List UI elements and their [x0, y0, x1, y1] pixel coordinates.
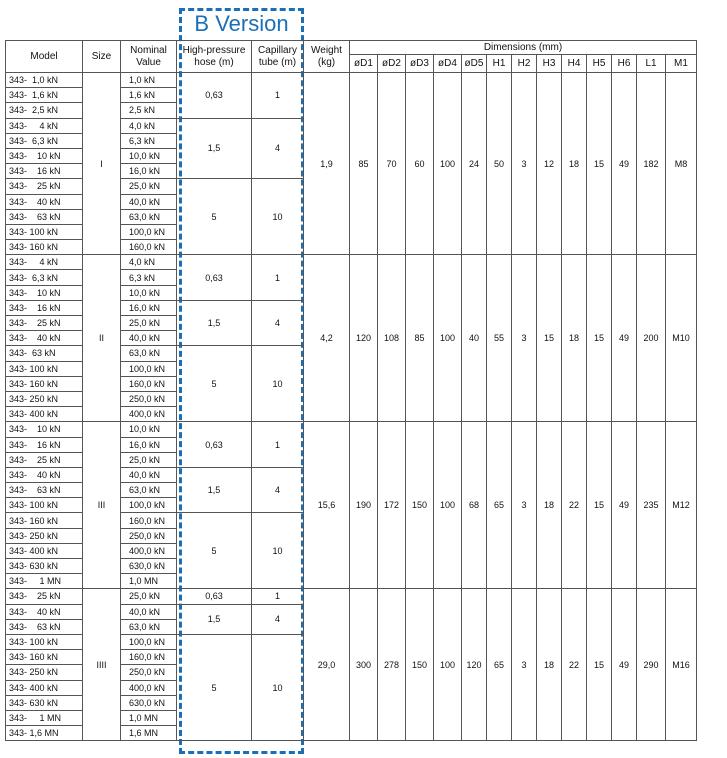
weight-cell: 15,6	[304, 422, 350, 589]
dimension-cell: 15	[587, 589, 612, 741]
model-cell: 343- 4 kN	[6, 255, 83, 270]
model-cell: 343- 1,6 kN	[6, 88, 83, 103]
hose-length-cell: 5	[177, 179, 252, 255]
dimension-cell: 182	[637, 73, 666, 255]
table-row	[6, 255, 697, 270]
model-cell: 343- 16 kN	[6, 437, 83, 452]
header-dim-4: øD5	[462, 55, 487, 73]
dimension-cell: 24	[462, 73, 487, 255]
dimension-cell: 300	[350, 589, 378, 741]
model-cell: 343- 160 kN	[6, 513, 83, 528]
nominal-value-cell: 400,0 kN	[121, 407, 177, 422]
nominal-value-cell: 100,0 kN	[121, 634, 177, 649]
nominal-value-cell: 1,0 MN	[121, 710, 177, 725]
nominal-value-cell: 400,0 kN	[121, 543, 177, 558]
header-dim-12: M1	[666, 55, 697, 73]
header-size: Size	[83, 41, 121, 73]
nominal-value-cell: 250,0 kN	[121, 391, 177, 406]
nominal-value-cell: 25,0 kN	[121, 589, 177, 604]
dimension-cell: 68	[462, 422, 487, 589]
nominal-value-cell: 63,0 kN	[121, 619, 177, 634]
dimension-cell: M8	[666, 73, 697, 255]
dimension-cell: 100	[434, 422, 462, 589]
model-cell: 343- 1,0 kN	[6, 73, 83, 88]
nominal-value-cell: 16,0 kN	[121, 164, 177, 179]
dimension-cell: 290	[637, 589, 666, 741]
dimension-cell: 15	[537, 255, 562, 422]
header-dim-5: H1	[487, 55, 512, 73]
model-cell: 343- 10 kN	[6, 422, 83, 437]
dimension-cell: 100	[434, 589, 462, 741]
nominal-value-cell: 160,0 kN	[121, 240, 177, 255]
nominal-value-cell: 160,0 kN	[121, 650, 177, 665]
hose-length-cell: 1,5	[177, 467, 252, 513]
dimension-cell: 278	[378, 589, 406, 741]
dimension-cell: 200	[637, 255, 666, 422]
hose-length-cell: 5	[177, 513, 252, 589]
header-nominal: Nominal Value	[121, 41, 177, 73]
model-cell: 343- 160 kN	[6, 376, 83, 391]
model-cell: 343- 250 kN	[6, 665, 83, 680]
dimension-cell: 150	[406, 589, 434, 741]
header-dim-2: øD3	[406, 55, 434, 73]
dimension-cell: 172	[378, 422, 406, 589]
nominal-value-cell: 25,0 kN	[121, 179, 177, 194]
dimension-cell: 18	[562, 73, 587, 255]
model-cell: 343- 100 kN	[6, 498, 83, 513]
dimension-cell: 3	[512, 73, 537, 255]
dimension-cell: 49	[612, 589, 637, 741]
model-cell: 343- 1 MN	[6, 574, 83, 589]
dimension-cell: 85	[406, 255, 434, 422]
nominal-value-cell: 40,0 kN	[121, 194, 177, 209]
model-cell: 343- 40 kN	[6, 467, 83, 482]
nominal-value-cell: 6,3 kN	[121, 270, 177, 285]
model-cell: 343- 400 kN	[6, 407, 83, 422]
dimension-cell: 85	[350, 73, 378, 255]
model-cell: 343- 63 kN	[6, 209, 83, 224]
dimension-cell: 190	[350, 422, 378, 589]
dimension-cell: 15	[587, 73, 612, 255]
b-version-label: B Version	[194, 11, 289, 36]
capillary-tube-cell: 1	[252, 73, 304, 119]
nominal-value-cell: 63,0 kN	[121, 483, 177, 498]
capillary-tube-cell: 1	[252, 255, 304, 301]
dimension-cell: 18	[537, 422, 562, 589]
nominal-value-cell: 4,0 kN	[121, 255, 177, 270]
weight-cell: 4,2	[304, 255, 350, 422]
dimension-cell: 40	[462, 255, 487, 422]
dimension-cell: 22	[562, 422, 587, 589]
header-tube: Capillary tube (m)	[252, 41, 304, 73]
model-cell: 343- 16 kN	[6, 300, 83, 315]
nominal-value-cell: 100,0 kN	[121, 361, 177, 376]
nominal-value-cell: 16,0 kN	[121, 437, 177, 452]
header-dim-9: H5	[587, 55, 612, 73]
header-dim-7: H3	[537, 55, 562, 73]
dimension-cell: 49	[612, 255, 637, 422]
nominal-value-cell: 250,0 kN	[121, 665, 177, 680]
dimension-cell: 15	[587, 422, 612, 589]
model-cell: 343- 6,3 kN	[6, 133, 83, 148]
capillary-tube-cell: 4	[252, 467, 304, 513]
dimension-cell: 18	[537, 589, 562, 741]
nominal-value-cell: 10,0 kN	[121, 422, 177, 437]
hose-length-cell: 1,5	[177, 118, 252, 179]
size-cell: I	[83, 73, 121, 255]
dimension-cell: 50	[487, 73, 512, 255]
hose-length-cell: 1,5	[177, 300, 252, 346]
model-cell: 343- 10 kN	[6, 148, 83, 163]
model-cell: 343- 6,3 kN	[6, 270, 83, 285]
weight-cell: 29,0	[304, 589, 350, 741]
header-dim-3: øD4	[434, 55, 462, 73]
dimension-cell: 65	[487, 589, 512, 741]
model-cell: 343- 63 kN	[6, 346, 83, 361]
model-cell: 343- 160 kN	[6, 240, 83, 255]
model-cell: 343- 1,6 MN	[6, 726, 83, 741]
model-cell: 343- 63 kN	[6, 483, 83, 498]
model-cell: 343- 250 kN	[6, 391, 83, 406]
header-dimensions: Dimensions (mm)	[350, 41, 697, 55]
nominal-value-cell: 100,0 kN	[121, 224, 177, 239]
hose-length-cell: 0,63	[177, 73, 252, 119]
model-cell: 343- 100 kN	[6, 634, 83, 649]
table-row	[6, 589, 697, 604]
dimension-cell: 49	[612, 422, 637, 589]
model-cell: 343- 400 kN	[6, 680, 83, 695]
header-dim-6: H2	[512, 55, 537, 73]
capillary-tube-cell: 10	[252, 634, 304, 740]
hose-length-cell: 1,5	[177, 604, 252, 634]
header-hose: High-pressure hose (m)	[177, 41, 252, 73]
nominal-value-cell: 40,0 kN	[121, 467, 177, 482]
dimension-cell: 15	[587, 255, 612, 422]
model-cell: 343- 250 kN	[6, 528, 83, 543]
nominal-value-cell: 6,3 kN	[121, 133, 177, 148]
nominal-value-cell: 10,0 kN	[121, 148, 177, 163]
model-cell: 343- 25 kN	[6, 452, 83, 467]
capillary-tube-cell: 1	[252, 589, 304, 604]
capillary-tube-cell: 10	[252, 179, 304, 255]
nominal-value-cell: 40,0 kN	[121, 604, 177, 619]
nominal-value-cell: 25,0 kN	[121, 316, 177, 331]
model-cell: 343- 1 MN	[6, 710, 83, 725]
header-dim-0: øD1	[350, 55, 378, 73]
nominal-value-cell: 100,0 kN	[121, 498, 177, 513]
nominal-value-cell: 630,0 kN	[121, 559, 177, 574]
dimension-cell: 100	[434, 73, 462, 255]
model-cell: 343- 25 kN	[6, 179, 83, 194]
dimension-cell: 18	[562, 255, 587, 422]
capillary-tube-cell: 10	[252, 346, 304, 422]
header-weight: Weight (kg)	[304, 41, 350, 73]
hose-length-cell: 0,63	[177, 422, 252, 468]
model-cell: 343- 4 kN	[6, 118, 83, 133]
dimension-cell: 235	[637, 422, 666, 589]
hose-length-cell: 0,63	[177, 255, 252, 301]
model-cell: 343- 40 kN	[6, 604, 83, 619]
dimension-cell: 100	[434, 255, 462, 422]
nominal-value-cell: 63,0 kN	[121, 346, 177, 361]
dimension-cell: 60	[406, 73, 434, 255]
dimension-cell: 22	[562, 589, 587, 741]
dimension-cell: 108	[378, 255, 406, 422]
table-row	[6, 422, 697, 437]
model-cell: 343- 100 kN	[6, 361, 83, 376]
model-cell: 343- 160 kN	[6, 650, 83, 665]
dimension-cell: M12	[666, 422, 697, 589]
dimension-cell: 120	[462, 589, 487, 741]
size-cell: III	[83, 422, 121, 589]
model-cell: 343- 630 kN	[6, 695, 83, 710]
header-model: Model	[6, 41, 83, 73]
nominal-value-cell: 1,0 MN	[121, 574, 177, 589]
header-dim-8: H4	[562, 55, 587, 73]
nominal-value-cell: 1,6 kN	[121, 88, 177, 103]
dimension-cell: 12	[537, 73, 562, 255]
model-cell: 343- 25 kN	[6, 316, 83, 331]
dimension-cell: 150	[406, 422, 434, 589]
model-cell: 343- 40 kN	[6, 331, 83, 346]
nominal-value-cell: 2,5 kN	[121, 103, 177, 118]
model-cell: 343- 40 kN	[6, 194, 83, 209]
model-cell: 343- 10 kN	[6, 285, 83, 300]
table-row	[6, 73, 697, 88]
dimension-cell: 70	[378, 73, 406, 255]
hose-length-cell: 5	[177, 346, 252, 422]
size-cell: II	[83, 255, 121, 422]
capillary-tube-cell: 4	[252, 604, 304, 634]
capillary-tube-cell: 4	[252, 300, 304, 346]
model-cell: 343- 400 kN	[6, 543, 83, 558]
model-cell: 343- 630 kN	[6, 559, 83, 574]
nominal-value-cell: 25,0 kN	[121, 452, 177, 467]
model-cell: 343- 63 kN	[6, 619, 83, 634]
size-cell: IIII	[83, 589, 121, 741]
dimension-cell: M16	[666, 589, 697, 741]
specification-table	[5, 40, 697, 741]
capillary-tube-cell: 4	[252, 118, 304, 179]
nominal-value-cell: 250,0 kN	[121, 528, 177, 543]
capillary-tube-cell: 10	[252, 513, 304, 589]
model-cell: 343- 100 kN	[6, 224, 83, 239]
dimension-cell: 3	[512, 589, 537, 741]
dimension-cell: M10	[666, 255, 697, 422]
header-dim-11: L1	[637, 55, 666, 73]
model-cell: 343- 25 kN	[6, 589, 83, 604]
dimension-cell: 3	[512, 255, 537, 422]
nominal-value-cell: 1,6 MN	[121, 726, 177, 741]
dimension-cell: 55	[487, 255, 512, 422]
nominal-value-cell: 4,0 kN	[121, 118, 177, 133]
dimension-cell: 49	[612, 73, 637, 255]
dimension-cell: 3	[512, 422, 537, 589]
dimension-cell: 65	[487, 422, 512, 589]
nominal-value-cell: 160,0 kN	[121, 513, 177, 528]
header-dim-1: øD2	[378, 55, 406, 73]
hose-length-cell: 5	[177, 634, 252, 740]
nominal-value-cell: 630,0 kN	[121, 695, 177, 710]
model-cell: 343- 16 kN	[6, 164, 83, 179]
nominal-value-cell: 16,0 kN	[121, 300, 177, 315]
dimension-cell: 120	[350, 255, 378, 422]
nominal-value-cell: 40,0 kN	[121, 331, 177, 346]
nominal-value-cell: 1,0 kN	[121, 73, 177, 88]
weight-cell: 1,9	[304, 73, 350, 255]
model-cell: 343- 2,5 kN	[6, 103, 83, 118]
nominal-value-cell: 63,0 kN	[121, 209, 177, 224]
hose-length-cell: 0,63	[177, 589, 252, 604]
header-dim-10: H6	[612, 55, 637, 73]
nominal-value-cell: 160,0 kN	[121, 376, 177, 391]
nominal-value-cell: 400,0 kN	[121, 680, 177, 695]
nominal-value-cell: 10,0 kN	[121, 285, 177, 300]
capillary-tube-cell: 1	[252, 422, 304, 468]
